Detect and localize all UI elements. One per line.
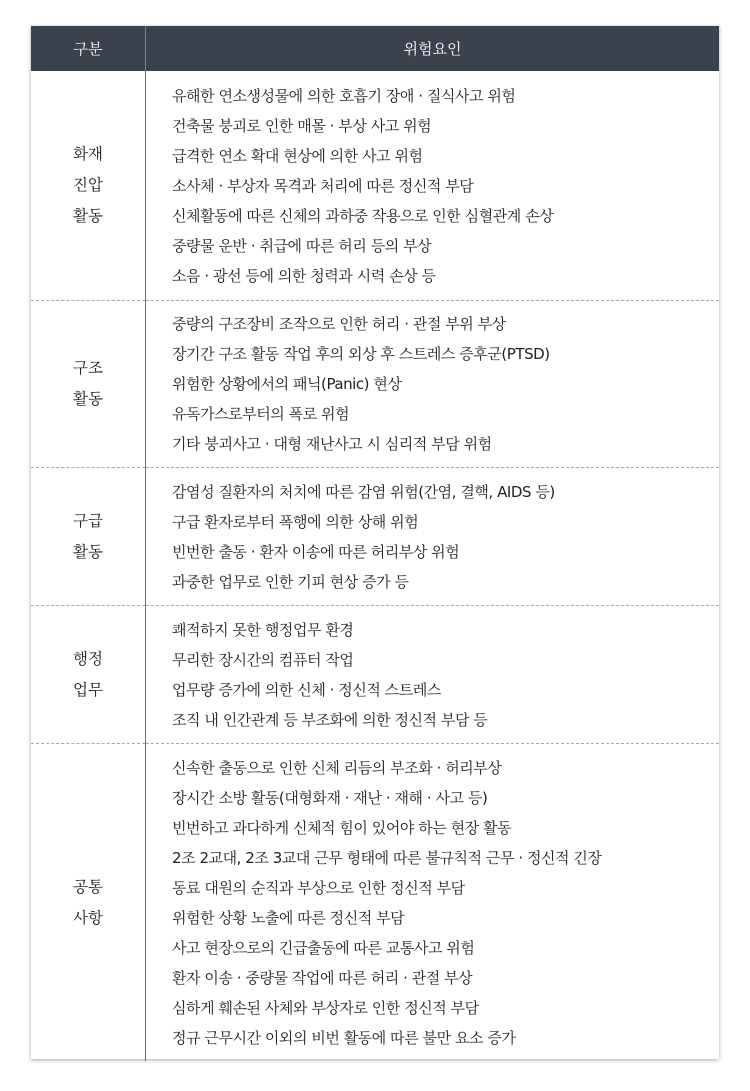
risk-factor-table bbox=[31, 26, 719, 1061]
risk-items-cell bbox=[146, 301, 720, 468]
risk-factor-table-card bbox=[31, 26, 719, 1059]
risk-item: 과중한 업무로 인한 기피 현상 증가 등 bbox=[172, 572, 409, 591]
risk-items-cell bbox=[146, 468, 720, 606]
risk-item: 소음 · 광선 등에 의한 청력과 시력 손상 등 bbox=[172, 266, 436, 285]
risk-item: 사고 현장으로의 긴급출동에 따른 교통사고 위험 bbox=[172, 938, 475, 957]
category-cell bbox=[31, 468, 146, 606]
risk-item: 건축물 붕괴로 인한 매몰 · 부상 사고 위험 bbox=[172, 116, 432, 135]
risk-item: 급격한 연소 확대 현상에 의한 사고 위험 bbox=[172, 146, 423, 165]
risk-item: 동료 대원의 순직과 부상으로 인한 정신적 부담 bbox=[172, 878, 465, 897]
category-label: 구조 bbox=[73, 359, 103, 377]
risk-item: 유해한 연소생성물에 의한 호흡기 장애 · 질식사고 위험 bbox=[172, 86, 516, 105]
header-risk-factors: 위험요인 bbox=[146, 26, 720, 71]
risk-item: 중량의 구조장비 조작으로 인한 허리 · 관절 부위 부상 bbox=[172, 315, 506, 333]
risk-item: 2조 2교대, 2조 3교대 근무 형태에 따른 불규칙적 근무 · 정신적 긴장 bbox=[172, 848, 602, 867]
category-cell bbox=[31, 744, 146, 1062]
risk-item: 신체활동에 따른 신체의 과하중 작용으로 인한 심혈관계 손상 bbox=[172, 206, 554, 225]
table-row bbox=[31, 744, 719, 1062]
category-label: 활동 bbox=[73, 390, 103, 408]
risk-item: 쾌적하지 못한 행정업무 환경 bbox=[172, 620, 354, 639]
category-cell bbox=[31, 71, 146, 301]
risk-item: 감염성 질환자의 처치에 따른 감염 위험(간염, 결핵, AIDS 등) bbox=[172, 482, 555, 501]
risk-item: 위험한 상황 노출에 따른 정신적 부담 bbox=[172, 908, 405, 927]
risk-items-cell bbox=[146, 71, 720, 301]
table-row bbox=[31, 606, 719, 744]
category-label: 화재 bbox=[73, 145, 103, 163]
table-header-row bbox=[31, 26, 719, 71]
risk-items-cell bbox=[146, 606, 720, 744]
risk-item: 빈번한 출동 · 환자 이송에 따른 허리부상 위험 bbox=[172, 542, 460, 561]
category-label: 업무 bbox=[73, 680, 103, 699]
table-row bbox=[31, 71, 719, 301]
risk-item: 신속한 출동으로 인한 신체 리듬의 부조화 · 허리부상 bbox=[172, 758, 502, 777]
risk-item: 장시간 소방 활동(대형화재 · 재난 · 재해 · 사고 등) bbox=[172, 788, 488, 807]
risk-item: 업무량 증가에 의한 신체 · 정신적 스트레스 bbox=[172, 680, 441, 699]
category-cell bbox=[31, 606, 146, 744]
risk-item: 중량물 운반 · 취급에 따른 허리 등의 부상 bbox=[172, 236, 432, 255]
category-label: 행정 bbox=[73, 649, 103, 668]
risk-item: 유독가스로부터의 폭로 위험 bbox=[172, 405, 350, 423]
risk-item: 정규 근무시간 이외의 비번 활동에 따른 불만 요소 증가 bbox=[172, 1028, 516, 1047]
risk-item: 구급 환자로부터 폭행에 의한 상해 위험 bbox=[172, 512, 419, 531]
risk-item: 빈번하고 과다하게 신체적 힘이 있어야 하는 현장 활동 bbox=[172, 818, 512, 837]
category-label: 활동 bbox=[73, 542, 103, 561]
risk-item: 소사체 · 부상자 목격과 처리에 따른 정신적 부담 bbox=[172, 176, 474, 195]
category-label: 사항 bbox=[73, 908, 103, 927]
risk-item: 장기간 구조 활동 작업 후의 외상 후 스트레스 증후군(PTSD) bbox=[172, 345, 550, 363]
table-row bbox=[31, 468, 719, 606]
category-label: 공통 bbox=[73, 877, 103, 896]
category-cell bbox=[31, 301, 146, 468]
risk-item: 무리한 장시간의 컴퓨터 작업 bbox=[172, 650, 354, 669]
risk-item: 환자 이송 · 중량물 작업에 따른 허리 · 관절 부상 bbox=[172, 968, 473, 987]
category-label: 구급 bbox=[73, 511, 103, 530]
risk-item: 기타 붕괴사고 · 대형 재난사고 시 심리적 부담 위험 bbox=[172, 435, 492, 453]
table-row bbox=[31, 301, 719, 468]
risk-item: 심하게 훼손된 사체와 부상자로 인한 정신적 부담 bbox=[172, 998, 479, 1017]
category-label: 활동 bbox=[73, 207, 103, 225]
header-category: 구분 bbox=[31, 26, 146, 71]
category-label: 진압 bbox=[73, 176, 103, 194]
risk-items-cell bbox=[146, 744, 720, 1062]
risk-item: 조직 내 인간관계 등 부조화에 의한 정신적 부담 등 bbox=[172, 710, 488, 729]
risk-item: 위험한 상황에서의 패닉(Panic) 현상 bbox=[172, 375, 402, 393]
